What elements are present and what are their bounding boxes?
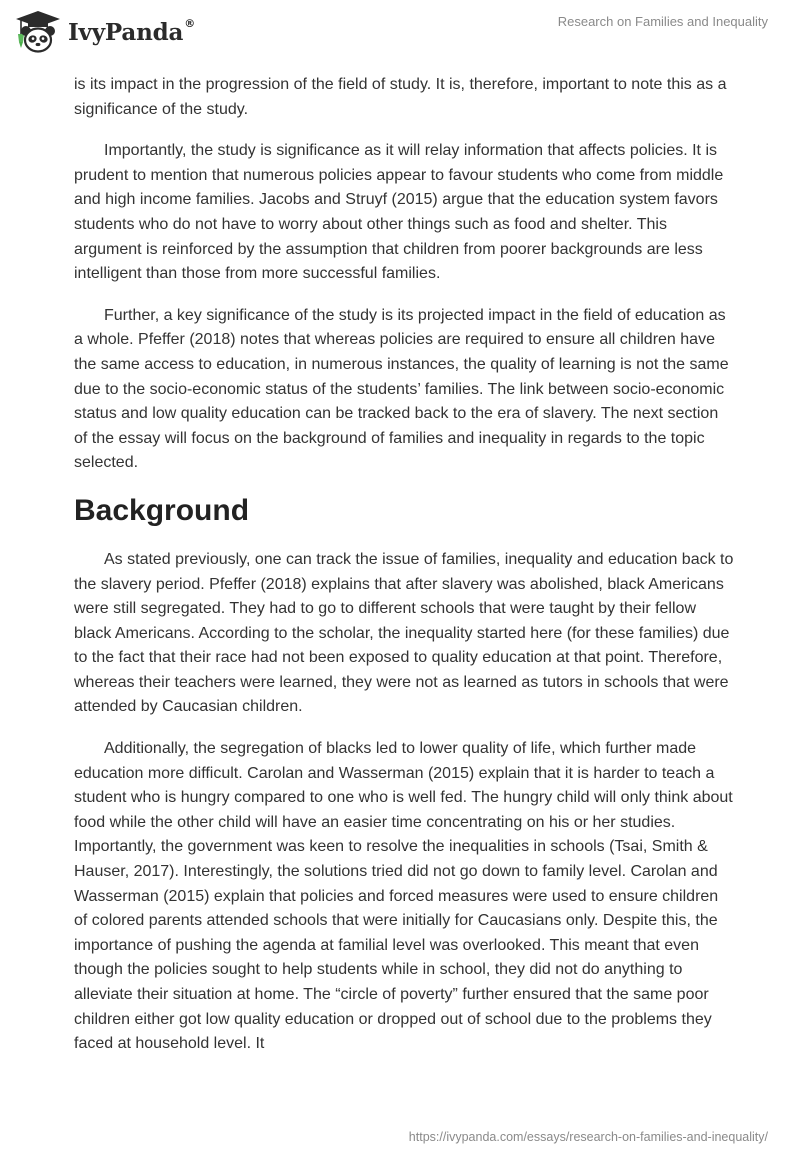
- paragraph-slavery-history: As stated previously, one can track the issue of families, inequality and education back to the slavery period. Pfeffer (2018) explains that after slavery was abolished, black Americans were still segregated. They had to go to different schools that were taught by their fellow black Americans. According to the scholar, the inequality started here (for these families) due to the fact that their race had not been exposed to quality education at that point. Therefore, whereas their teachers were learned, they were not as learned as tutors in schools that were attended by Caucasian children.: [74, 550, 734, 716]
- paragraph-segregation: Additionally, the segregation of blacks led to lower quality of life, which further made education more difficult. Carolan and Wasserman (2015) explain that it is harder to teach a student who is hungry compared to one who is well fed. The hungry child will only think about food while the other child will have an easier time concentrating on his or her studies. Importantly, the government was keen to resolve the inequalities in schools (Tsai, Smith & Hauser, 2017). Interestingly, the solutions tried did not go down to family level. Carolan and Wasserman (2015) explain that policies and forced measures were used to ensure children of colored parents attended schools that were initially for Caucasians only. Despite this, the importance of pushing the agenda at familial level was overlooked. This meant that even though the policies sought to help students while in school, they did not do anything to alleviate their situation at home. The “circle of poverty” further ensured that the same poor children either got low quality education or dropped out of school due to the problems they faced at household level. It: [74, 740, 733, 1053]
- essay-content: [74, 73, 734, 1074]
- registered-mark: ®: [184, 16, 195, 30]
- footer-source-url[interactable]: https://ivypanda.com/essays/research-on-families-and-inequality/: [408, 1130, 768, 1144]
- section-heading-background: Background: [74, 493, 250, 527]
- document-title: Research on Families and Inequality: [557, 14, 768, 29]
- logo-wordmark: IvyPanda®: [68, 16, 195, 46]
- paragraph-policies: Importantly, the study is significance as it will relay information that affects policies. It is prudent to mention that numerous policies appear to favour students who come from middle and high income families. Jacobs and Struyf (2015) argue that the education system favors students who do not have to worry about other things such as food and shelter. This argument is reinforced by the assumption that children from poorer backgrounds are less intelligent than those from more successful families.: [74, 142, 724, 283]
- paragraph-education-impact: Further, a key significance of the study is its projected impact in the field of education as a whole. Pfeffer (2018) notes that whereas policies are required to ensure all children have the same access to education, in numerous instances, the quality of learning is not the same due to the socio-economic status of the students’ families. The link between socio-economic status and low quality education can be tracked back to the era of slavery. The next section of the essay will focus on the background of families and inequality in regards to the topic selected.: [74, 306, 729, 472]
- page-header: [0, 0, 800, 70]
- paragraph-continuation: is its impact in the progression of the field of study. It is, therefore, important to note this as a significance of the study.: [74, 76, 727, 118]
- ivypanda-logo[interactable]: [14, 8, 195, 56]
- panda-graduate-icon: [14, 10, 62, 54]
